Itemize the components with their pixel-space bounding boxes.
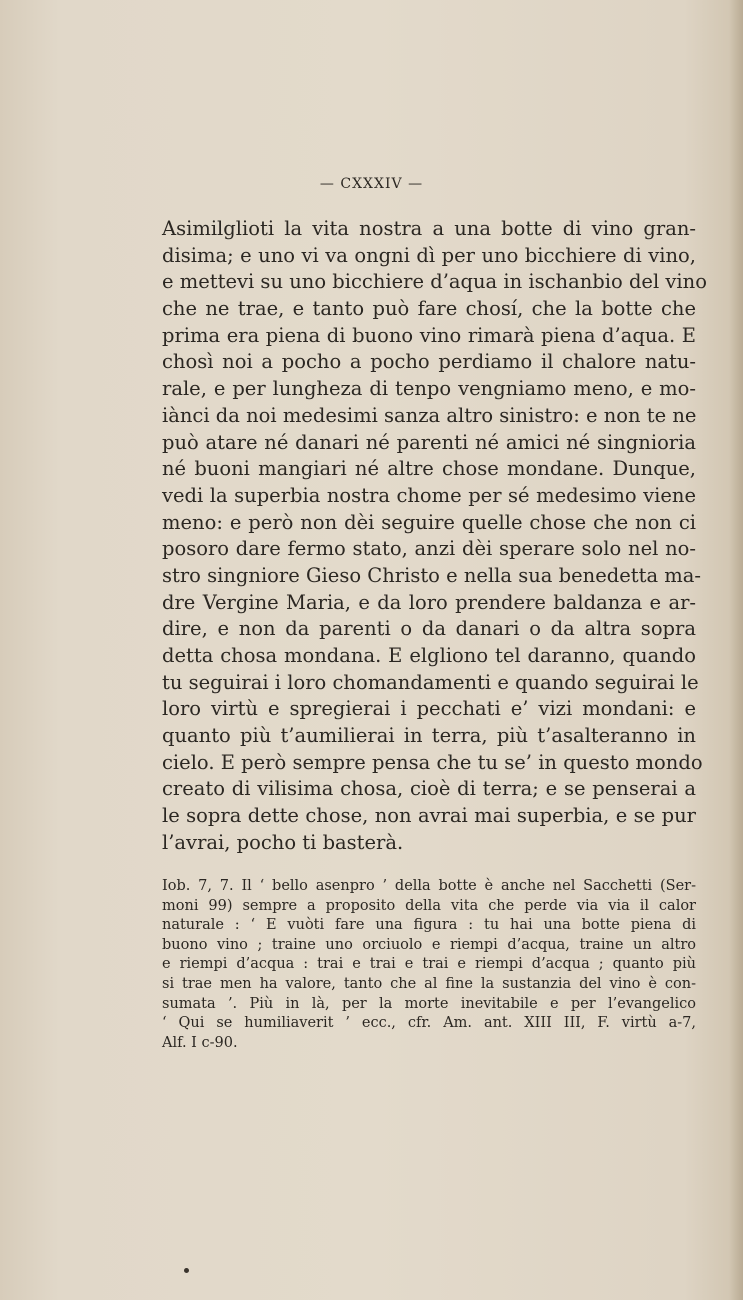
text-line: stro singniore Gieso Christo e nella sua benedetta ma-: [162, 563, 701, 587]
text-line: cielo. E però sempre pensa che tu se’ in questo mondo: [162, 750, 703, 774]
note-line: Alf. I c-90.: [162, 1034, 238, 1051]
text-line: dire, e non da parenti o da danari o da altra sopra: [162, 617, 696, 641]
page-number: — CXXXIV —: [319, 176, 424, 192]
text-line: posoro dare fermo stato, anzi dèi sperare solo nel no-: [162, 537, 696, 561]
main-text: [162, 216, 707, 857]
text-line: rale, e per lungheza di tenpo vengniamo meno, e mo-: [162, 377, 696, 401]
text-line: Asimilglioti la vita nostra a una botte di vino gran-: [162, 217, 696, 240]
note-line: si trae men ha valore, tanto che al fine la sustanzia del vino è con-: [162, 975, 696, 992]
text-line: né buoni mangiari né altre chose mondane. Dunque,: [162, 457, 696, 481]
text-line: dre Vergine Maria, e da loro prendere baldanza e ar-: [162, 590, 696, 614]
text-line: prima era piena di buono vino rimarà piena d’aqua. E: [162, 323, 696, 347]
note-line: e riempi d’acqua : trai e trai e trai e riempi d’acqua ; quanto più: [162, 956, 696, 973]
text-line: loro virtù e spregierai i pecchati e’ vizi mondani: e: [162, 697, 696, 721]
note-line: naturale : ‘ E vuòti fare una figura : tu hai una botte piena di: [162, 917, 696, 934]
footnote: [162, 877, 696, 1053]
note-line: moni 99) sempre a proposito della vita che perde via via il calor: [162, 897, 696, 914]
text-line: chosì noi a pocho a pocho perdiamo il chalore natu-: [162, 350, 696, 374]
text-line: l’avrai, pocho ti basterà.: [162, 830, 404, 854]
text-line: creato di vilisima chosa, cioè di terra; e se penserai a: [162, 777, 696, 801]
text-line: può atare né danari né parenti né amici né singnioria: [162, 430, 696, 454]
note-line: buono vino ; traine uno orciuolo e riempi d’acqua, traine un altro: [162, 936, 696, 953]
note-line: Iob. 7, 7. Il ‘ bello asenpro ’ della botte è anche nel Sacchetti (Ser-: [162, 878, 696, 894]
note-line: sumata ’. Più in là, per la morte inevitabile e per l’evangelico: [162, 995, 696, 1012]
text-line: quanto più t’aumilierai in terra, più t’asalteranno in: [162, 724, 696, 748]
ink-speck: [184, 1268, 189, 1273]
text-line: le sopra dette chose, non avrai mai superbia, e se pur: [162, 804, 696, 828]
note-line: ‘ Qui se humiliaverit ’ ecc., cfr. Am. ant. XIII III, F. virtù a-7,: [162, 1015, 696, 1032]
text-line: che ne trae, e tanto può fare chosí, che la botte che: [162, 297, 696, 321]
text-line: e mettevi su uno bicchiere d’aqua in ischanbio del vino: [162, 270, 707, 294]
text-line: detta chosa mondana. E elgliono tel daranno, quando: [162, 644, 696, 667]
text-line: iànci da noi medesimi sanza altro sinistro: e non te ne: [162, 403, 697, 427]
text-line: meno: e però non dèi seguire quelle chose che non ci: [162, 510, 696, 534]
text-line: tu seguirai i loro chomandamenti e quando seguirai le: [162, 670, 699, 694]
text-line: disima; e uno vi va ongni dì per uno bicchiere di vino,: [162, 243, 696, 267]
page-edge-shadow: [729, 0, 743, 1300]
text-line: vedi la superbia nostra chome per sé medesimo viene: [162, 483, 696, 507]
